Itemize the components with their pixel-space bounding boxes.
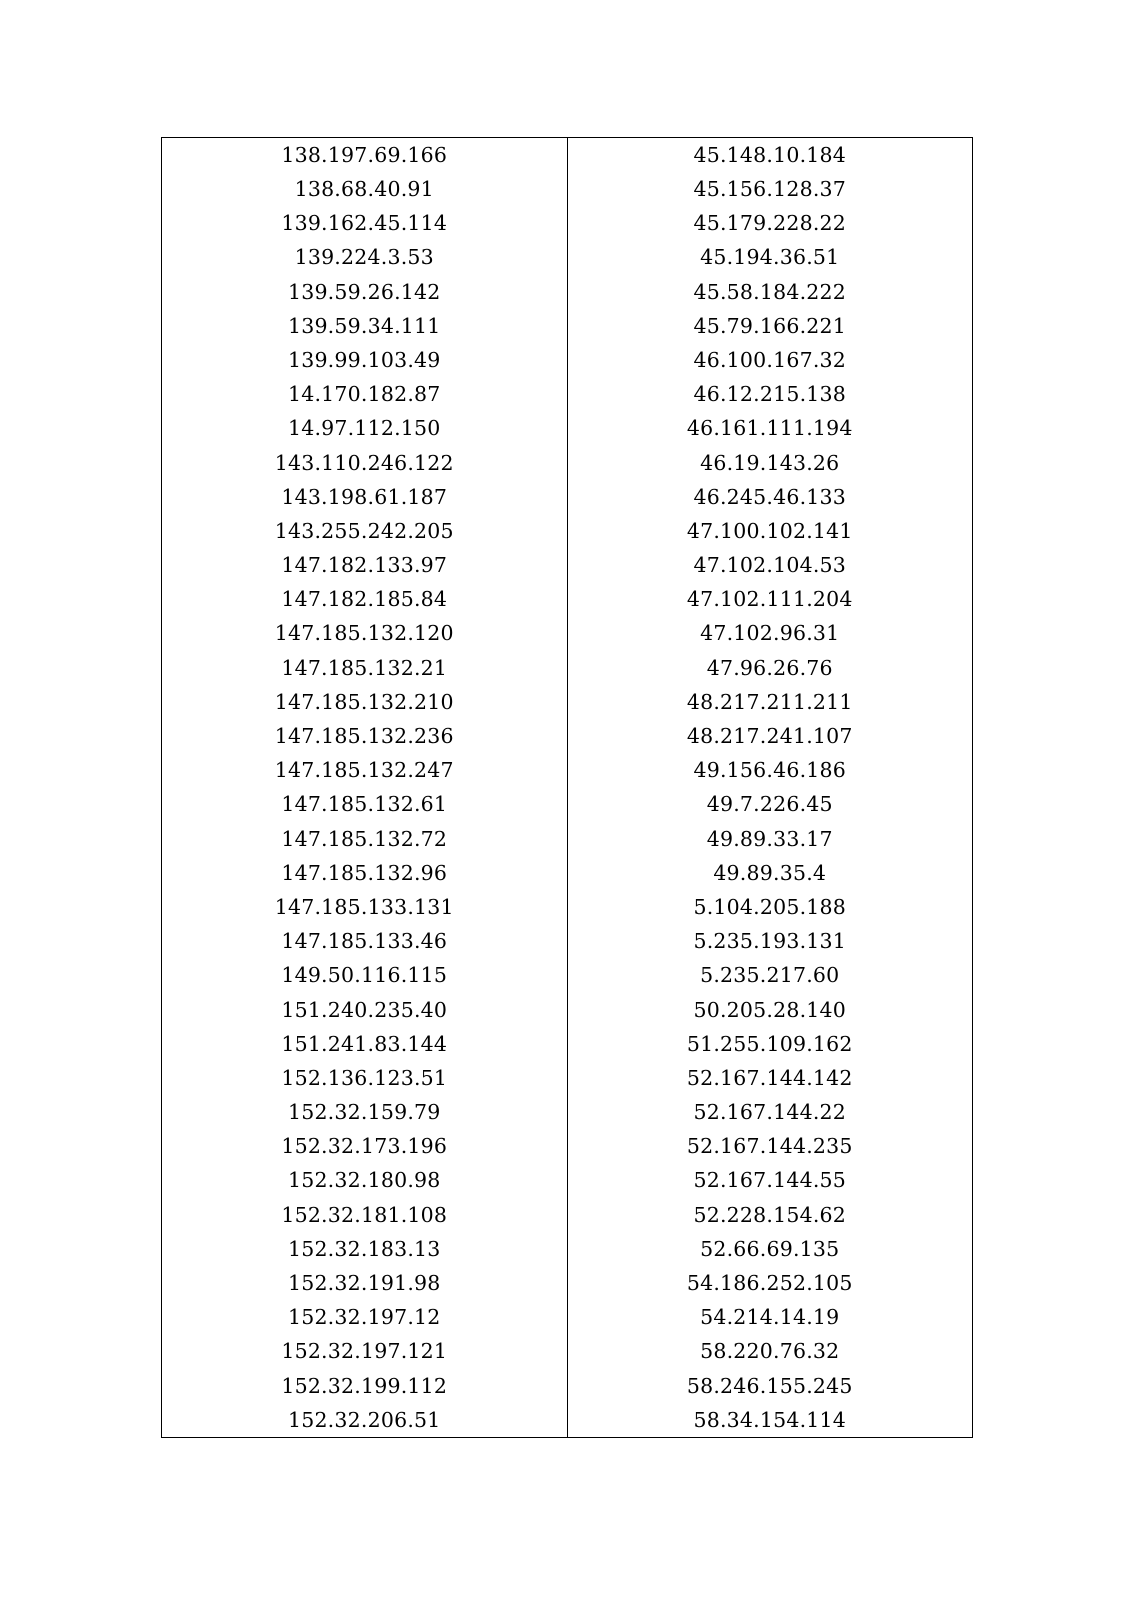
table-row <box>162 1095 973 1129</box>
ip-cell-left: 151.240.235.40 <box>162 993 568 1027</box>
ip-cell-left: 138.197.69.166 <box>162 138 568 173</box>
ip-cell-left: 14.170.182.87 <box>162 377 568 411</box>
ip-cell-right: 48.217.241.107 <box>686 724 853 749</box>
ip-cell-right: 58.246.155.245 <box>686 1373 853 1398</box>
table-row <box>162 685 973 719</box>
table-row <box>162 1369 973 1403</box>
table-row <box>162 514 973 548</box>
ip-cell-right: 54.214.14.19 <box>700 1305 840 1330</box>
ip-cell-right: 45.58.184.222 <box>693 279 847 304</box>
ip-cell-left: 147.185.133.131 <box>162 890 568 924</box>
table-row <box>162 1232 973 1266</box>
table-row <box>162 446 973 480</box>
ip-cell-right: 47.102.96.31 <box>700 621 840 646</box>
ip-cell-left: 152.32.183.13 <box>162 1232 568 1266</box>
table-row <box>162 822 973 856</box>
ip-cell-left: 152.32.180.98 <box>162 1164 568 1198</box>
ip-cell-right: 46.19.143.26 <box>700 450 840 475</box>
ip-cell-right: 49.156.46.186 <box>693 758 847 783</box>
table-row <box>162 548 973 582</box>
ip-cell-left: 152.32.181.108 <box>162 1198 568 1232</box>
ip-cell-right: 49.7.226.45 <box>706 792 833 817</box>
ip-cell-right: 47.102.111.204 <box>686 587 853 612</box>
ip-cell-right: 49.89.35.4 <box>713 860 827 885</box>
ip-cell-left: 147.185.132.210 <box>162 685 568 719</box>
ip-cell-right: 47.96.26.76 <box>706 655 833 680</box>
table-row <box>162 651 973 685</box>
table-row <box>162 309 973 343</box>
table-row <box>162 788 973 822</box>
ip-cell-right: 52.167.144.22 <box>693 1100 847 1125</box>
table-row <box>162 275 973 309</box>
ip-cell-left: 147.185.132.236 <box>162 719 568 753</box>
ip-cell-left: 139.224.3.53 <box>162 241 568 275</box>
ip-cell-right: 48.217.211.211 <box>686 689 853 714</box>
ip-cell-left: 152.32.197.121 <box>162 1335 568 1369</box>
ip-address-table <box>161 137 973 1438</box>
ip-cell-left: 147.185.132.120 <box>162 617 568 651</box>
ip-cell-left: 149.50.116.115 <box>162 959 568 993</box>
ip-cell-left: 147.182.185.84 <box>162 582 568 616</box>
ip-cell-right: 52.66.69.135 <box>700 1236 840 1261</box>
ip-cell-left: 152.136.123.51 <box>162 1061 568 1095</box>
ip-cell-left: 147.185.133.46 <box>162 924 568 958</box>
ip-cell-left: 147.185.132.61 <box>162 788 568 822</box>
table-row <box>162 206 973 240</box>
ip-cell-right: 45.148.10.184 <box>693 142 847 167</box>
ip-cell-left: 139.59.34.111 <box>162 309 568 343</box>
ip-cell-left: 152.32.173.196 <box>162 1129 568 1163</box>
ip-cell-left: 147.185.132.247 <box>162 753 568 787</box>
ip-cell-right: 46.100.167.32 <box>693 347 847 372</box>
ip-cell-right: 5.104.205.188 <box>693 894 847 919</box>
table-row <box>162 1266 973 1300</box>
ip-cell-left: 143.255.242.205 <box>162 514 568 548</box>
ip-cell-right: 58.220.76.32 <box>700 1339 840 1364</box>
ip-cell-left: 147.185.132.96 <box>162 856 568 890</box>
ip-cell-right: 45.179.228.22 <box>693 211 847 236</box>
table-row <box>162 377 973 411</box>
ip-cell-left: 151.241.83.144 <box>162 1027 568 1061</box>
ip-cell-right: 47.102.104.53 <box>693 553 847 578</box>
ip-cell-left: 152.32.197.12 <box>162 1300 568 1334</box>
ip-cell-right: 49.89.33.17 <box>706 826 833 851</box>
table-row <box>162 890 973 924</box>
ip-cell-right: 52.167.144.235 <box>686 1134 853 1159</box>
table-row <box>162 582 973 616</box>
ip-cell-right: 46.245.46.133 <box>693 484 847 509</box>
table-row <box>162 924 973 958</box>
table-row <box>162 719 973 753</box>
table-row <box>162 1061 973 1095</box>
table-row <box>162 480 973 514</box>
table-row <box>162 1027 973 1061</box>
table-row <box>162 172 973 206</box>
ip-cell-right: 45.194.36.51 <box>700 245 840 270</box>
ip-table-body <box>162 138 973 1438</box>
ip-cell-left: 147.182.133.97 <box>162 548 568 582</box>
ip-cell-left: 152.32.159.79 <box>162 1095 568 1129</box>
table-row <box>162 412 973 446</box>
table-row <box>162 959 973 993</box>
ip-cell-right: 46.12.215.138 <box>693 382 847 407</box>
ip-cell-right: 5.235.217.60 <box>700 963 840 988</box>
table-row <box>162 856 973 890</box>
ip-cell-left: 147.185.132.72 <box>162 822 568 856</box>
table-row <box>162 241 973 275</box>
table-row <box>162 1300 973 1334</box>
ip-cell-left: 143.198.61.187 <box>162 480 568 514</box>
ip-cell-right: 5.235.193.131 <box>693 929 847 954</box>
ip-cell-left: 152.32.206.51 <box>162 1403 568 1438</box>
table-row <box>162 1335 973 1369</box>
ip-cell-right: 58.34.154.114 <box>693 1407 847 1432</box>
ip-cell-left: 147.185.132.21 <box>162 651 568 685</box>
ip-cell-right: 47.100.102.141 <box>686 518 853 543</box>
table-row <box>162 1164 973 1198</box>
ip-cell-left: 152.32.199.112 <box>162 1369 568 1403</box>
ip-cell-left: 139.59.26.142 <box>162 275 568 309</box>
table-row <box>162 617 973 651</box>
table-row <box>162 1129 973 1163</box>
ip-cell-left: 152.32.191.98 <box>162 1266 568 1300</box>
table-row <box>162 1403 973 1438</box>
ip-cell-right: 52.167.144.142 <box>686 1065 853 1090</box>
ip-cell-right: 51.255.109.162 <box>686 1031 853 1056</box>
table-row <box>162 1198 973 1232</box>
ip-cell-left: 138.68.40.91 <box>162 172 568 206</box>
table-row <box>162 343 973 377</box>
ip-cell-right: 54.186.252.105 <box>686 1271 853 1296</box>
ip-cell-right: 45.79.166.221 <box>693 313 847 338</box>
ip-cell-left: 143.110.246.122 <box>162 446 568 480</box>
ip-cell-left: 14.97.112.150 <box>162 412 568 446</box>
ip-cell-right: 46.161.111.194 <box>686 416 853 441</box>
ip-cell-right: 50.205.28.140 <box>693 997 847 1022</box>
ip-cell-right: 52.228.154.62 <box>693 1202 847 1227</box>
ip-cell-right: 52.167.144.55 <box>693 1168 847 1193</box>
table-row <box>162 138 973 173</box>
ip-cell-right: 45.156.128.37 <box>693 177 847 202</box>
ip-cell-left: 139.162.45.114 <box>162 206 568 240</box>
table-row <box>162 753 973 787</box>
ip-cell-left: 139.99.103.49 <box>162 343 568 377</box>
table-row <box>162 993 973 1027</box>
